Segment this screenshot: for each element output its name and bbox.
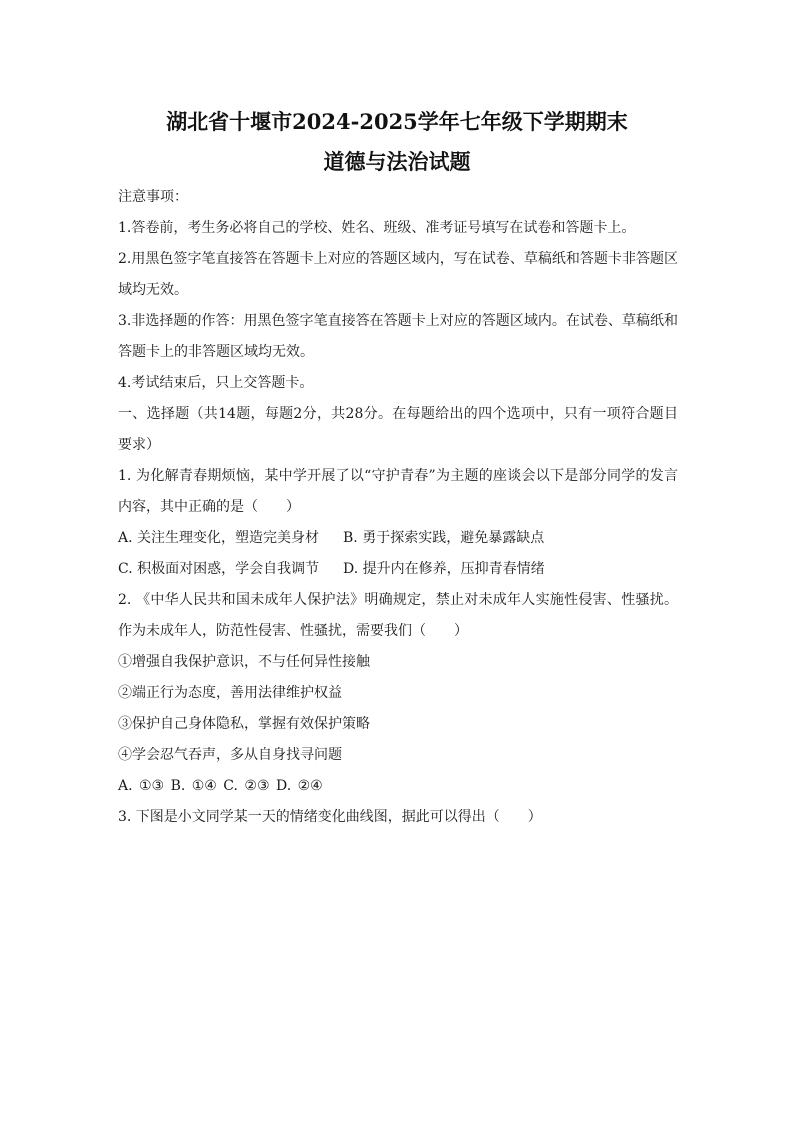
question-1-stem-line-2: 内容，其中正确的是（ ） — [118, 499, 300, 515]
note-item-1: 1.答卷前，考生务必将自己的学校、姓名、班级、准考证号填写在试卷和答题卡上。 — [118, 220, 636, 236]
exam-subtitle: 道德与法治试题 — [323, 149, 471, 174]
section-heading-line-1: 一、选择题（共14题，每题2分，共28分。在每题给出的四个选项中，只有一项符合题目 — [118, 406, 678, 422]
question-2-item-3: ③保护自己身体隐私，掌握有效保护策略 — [118, 716, 370, 732]
question-2-item-4: ④学会忍气吞声，多从自身找寻问题 — [118, 747, 342, 763]
question-2-item-2: ②端正行为态度，善用法律维护权益 — [118, 685, 342, 701]
note-item-3-line-2: 答题卡上的非答题区域均无效。 — [118, 344, 314, 360]
question-1-option-a: A. 关注生理变化，塑造完美身材 — [118, 530, 320, 546]
note-item-2-line-2: 域均无效。 — [118, 282, 188, 298]
question-1-stem-line-1: 1. 为化解青春期烦恼，某中学开展了以“守护青春”为主题的座谈会以下是部分同学的发言 — [118, 468, 678, 484]
note-item-3-line-1: 3.非选择题的作答：用黑色签字笔直接答在答题卡上对应的答题区域内。在试卷、草稿纸和 — [118, 313, 678, 329]
question-1-option-b: B. 勇于探索实践，避免暴露缺点 — [343, 530, 545, 546]
exam-title: 湖北省十堰市2024-2025学年七年级下学期期末 — [166, 109, 628, 134]
note-item-4: 4.考试结束后，只上交答题卡。 — [118, 375, 314, 391]
question-1-option-c: C. 积极面对困惑，学会自我调节 — [118, 561, 320, 577]
note-item-2-line-1: 2.用黑色签字笔直接答在答题卡上对应的答题区域内，写在试卷、草稿纸和答题卡非答题区 — [118, 251, 678, 267]
question-2-item-1: ①增强自我保护意识，不与任何异性接触 — [118, 654, 370, 670]
question-2-stem-line-2: 作为未成年人，防范性侵害、性骚扰，需要我们（ ） — [118, 623, 468, 639]
question-2-options: A. ①③ B. ①④ C. ②③ D. ②④ — [118, 778, 323, 794]
question-2-stem-line-1: 2. 《中华人民共和国未成年人保护法》明确规定，禁止对未成年人实施性侵害、性骚扰。 — [118, 592, 678, 608]
question-1-option-d: D. 提升内在修养，压抑青春情绪 — [343, 561, 545, 577]
notes-heading: 注意事项： — [118, 189, 188, 205]
question-3-stem: 3. 下图是小文同学某一天的情绪变化曲线图，据此可以得出（ ） — [118, 809, 542, 825]
section-heading-line-2: 要求） — [118, 437, 160, 453]
